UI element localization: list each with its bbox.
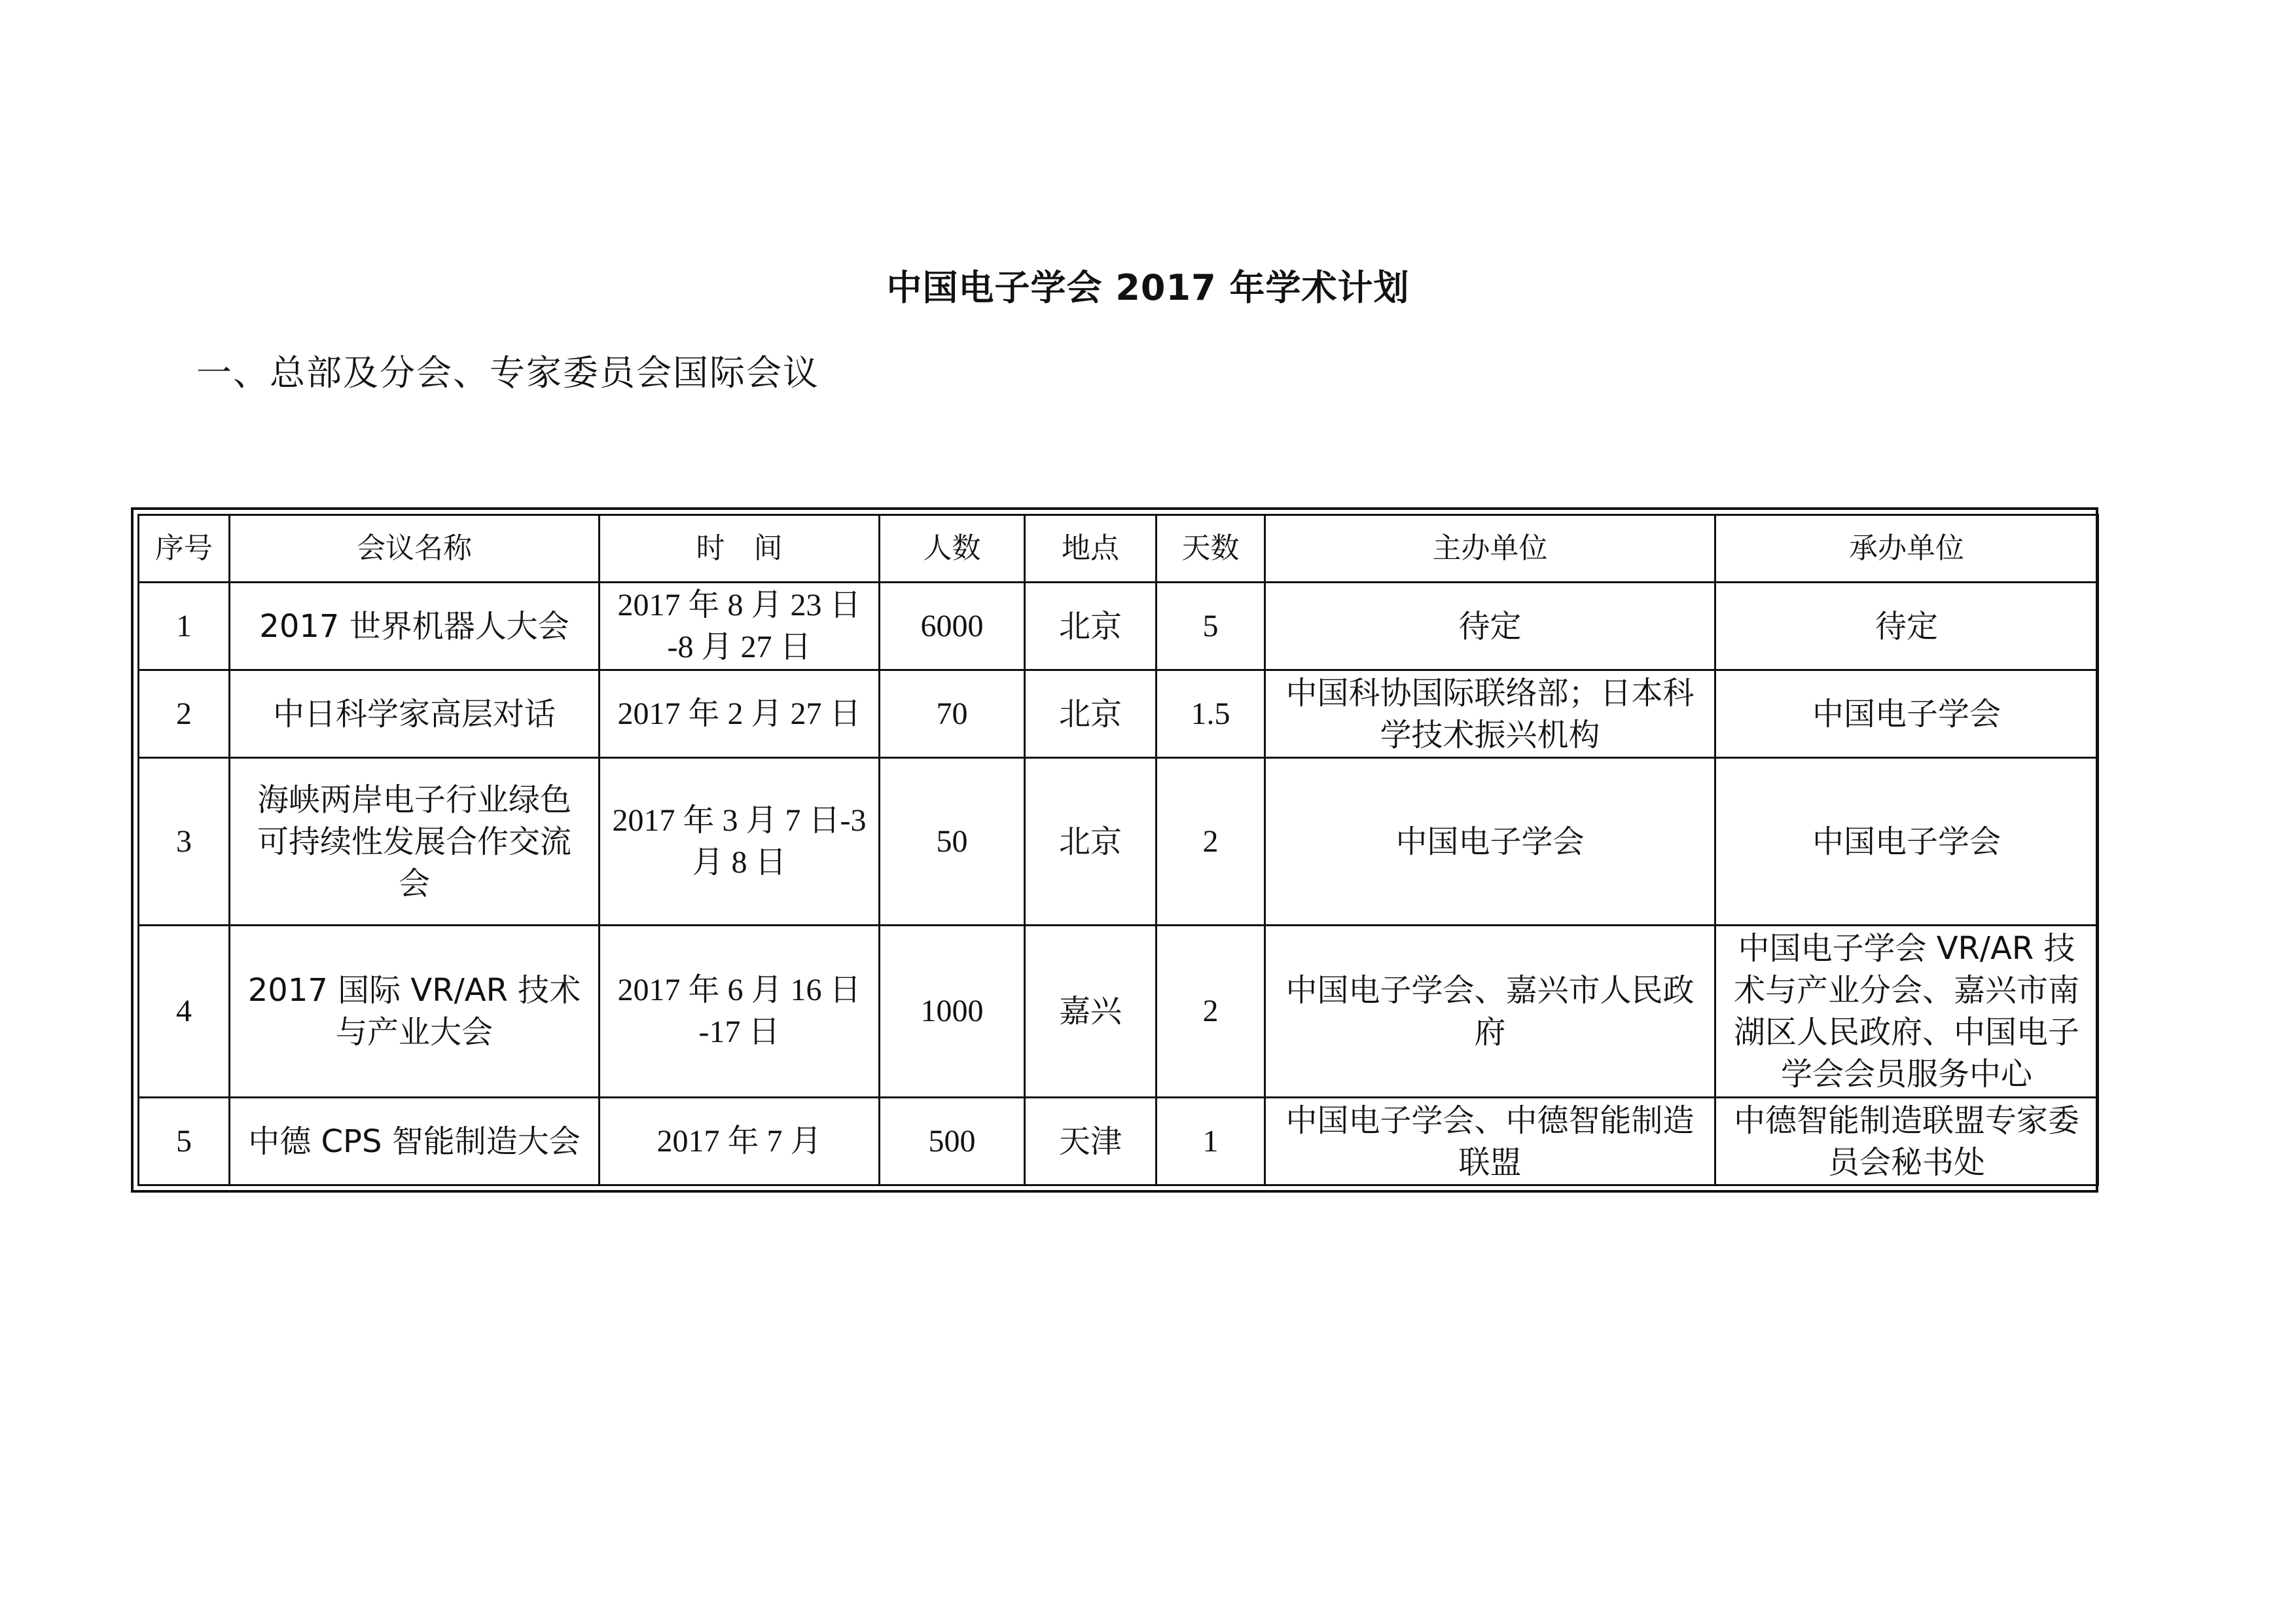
cell-organizer: 中德智能制造联盟专家委员会秘书处 bbox=[1715, 1098, 2098, 1185]
header-place: 地点 bbox=[1025, 515, 1157, 583]
table-row bbox=[139, 926, 2098, 1098]
table-row bbox=[139, 1098, 2098, 1185]
cell-name: 海峡两岸电子行业绿色可持续性发展合作交流会 bbox=[230, 758, 600, 926]
section-heading: 一、总部及分会、专家委员会国际会议 bbox=[196, 352, 819, 393]
cell-name: 中德 CPS 智能制造大会 bbox=[230, 1098, 600, 1185]
cell-no: 1 bbox=[139, 583, 230, 670]
cell-place: 北京 bbox=[1025, 670, 1157, 758]
cell-host: 中国电子学会 bbox=[1265, 758, 1715, 926]
cell-people: 6000 bbox=[880, 583, 1025, 670]
cell-days: 1.5 bbox=[1157, 670, 1265, 758]
cell-place: 天津 bbox=[1025, 1098, 1157, 1185]
header-no: 序号 bbox=[139, 515, 230, 583]
cell-people: 1000 bbox=[880, 926, 1025, 1098]
cell-days: 1 bbox=[1157, 1098, 1265, 1185]
header-time: 时 间 bbox=[600, 515, 880, 583]
cell-people: 500 bbox=[880, 1098, 1025, 1185]
cell-time: 2017 年 6 月 16 日 -17 日 bbox=[600, 926, 880, 1098]
cell-no: 5 bbox=[139, 1098, 230, 1185]
cell-name: 中日科学家高层对话 bbox=[230, 670, 600, 758]
header-name: 会议名称 bbox=[230, 515, 600, 583]
cell-host: 中国电子学会、中德智能制造联盟 bbox=[1265, 1098, 1715, 1185]
table-row bbox=[139, 583, 2098, 670]
cell-organizer: 中国电子学会 bbox=[1715, 670, 2098, 758]
cell-people: 70 bbox=[880, 670, 1025, 758]
header-people: 人数 bbox=[880, 515, 1025, 583]
page-title: 中国电子学会 2017 年学术计划 bbox=[886, 267, 1410, 308]
cell-time: 2017 年 8 月 23 日 -8 月 27 日 bbox=[600, 583, 880, 670]
cell-name: 2017 国际 VR/AR 技术与产业大会 bbox=[230, 926, 600, 1098]
conference-table bbox=[137, 514, 2099, 1186]
cell-no: 3 bbox=[139, 758, 230, 926]
table-row bbox=[139, 758, 2098, 926]
cell-no: 2 bbox=[139, 670, 230, 758]
cell-people: 50 bbox=[880, 758, 1025, 926]
cell-host: 中国电子学会、嘉兴市人民政府 bbox=[1265, 926, 1715, 1098]
cell-days: 2 bbox=[1157, 758, 1265, 926]
cell-host: 中国科协国际联络部；日本科学技术振兴机构 bbox=[1265, 670, 1715, 758]
header-days: 天数 bbox=[1157, 515, 1265, 583]
cell-organizer: 中国电子学会 bbox=[1715, 758, 2098, 926]
cell-time: 2017 年 2 月 27 日 bbox=[600, 670, 880, 758]
cell-host: 待定 bbox=[1265, 583, 1715, 670]
cell-organizer: 中国电子学会 VR/AR 技术与产业分会、嘉兴市南湖区人民政府、中国电子学会会员服务中心 bbox=[1715, 926, 2098, 1098]
table-row bbox=[139, 670, 2098, 758]
cell-no: 4 bbox=[139, 926, 230, 1098]
table-header-row bbox=[139, 515, 2098, 583]
cell-time: 2017 年 3 月 7 日-3 月 8 日 bbox=[600, 758, 880, 926]
header-host: 主办单位 bbox=[1265, 515, 1715, 583]
conference-table-frame bbox=[131, 507, 2098, 1193]
header-organizer: 承办单位 bbox=[1715, 515, 2098, 583]
cell-organizer: 待定 bbox=[1715, 583, 2098, 670]
cell-place: 北京 bbox=[1025, 758, 1157, 926]
cell-place: 北京 bbox=[1025, 583, 1157, 670]
cell-place: 嘉兴 bbox=[1025, 926, 1157, 1098]
cell-time: 2017 年 7 月 bbox=[600, 1098, 880, 1185]
cell-name: 2017 世界机器人大会 bbox=[230, 583, 600, 670]
cell-days: 2 bbox=[1157, 926, 1265, 1098]
cell-days: 5 bbox=[1157, 583, 1265, 670]
